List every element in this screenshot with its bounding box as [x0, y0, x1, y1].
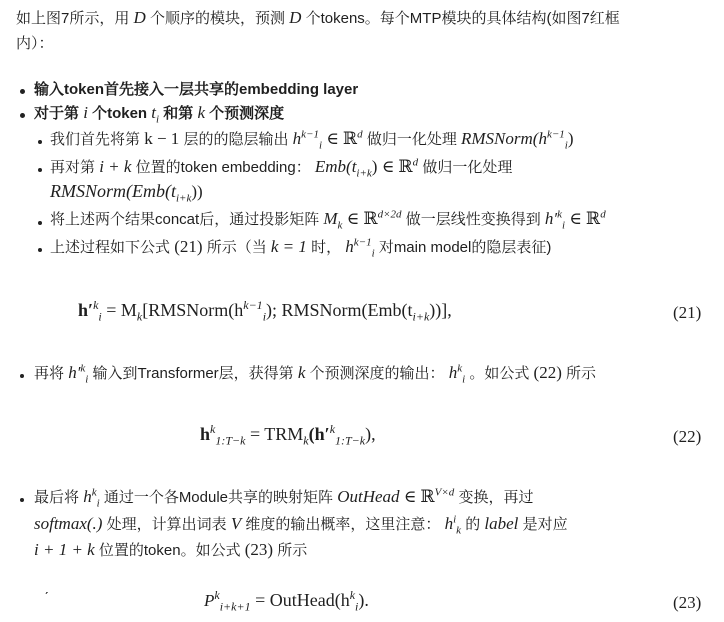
math-sub: i [564, 139, 568, 152]
math-sup: k−1 [243, 298, 263, 312]
sub-bullet-dot [38, 221, 42, 225]
intro-text: 如上图7所示，用 [16, 10, 130, 27]
math-sup: k [457, 362, 463, 375]
text: 做一层线性变换得到 [405, 211, 541, 228]
paragraph-outhead-line-2 [34, 513, 568, 537]
math: ) ∈ ℝ [371, 157, 413, 176]
math-h: h′ [78, 300, 94, 320]
math: ∈ ℝ [346, 209, 378, 228]
math: )) [191, 182, 203, 201]
math: ))], [429, 300, 452, 320]
text: 维度的输出概率，这里注意： [245, 516, 441, 533]
text: 所示（当 [206, 239, 267, 256]
text: 层的的隐层输出 [183, 131, 289, 148]
intro-text: 个tokens。每个MTP模块的具体结构(如图7红框 [305, 10, 620, 27]
text: 再对第 [50, 159, 96, 176]
text: 我们首先将第 [50, 131, 141, 148]
text: 对于第 [34, 105, 80, 122]
math-P: P [204, 591, 215, 610]
math-h: h [200, 424, 211, 444]
text: 通过一个各Module共享的映射矩阵 [103, 489, 334, 506]
math: ∈ ℝ [403, 487, 435, 506]
text: 再将 [34, 365, 65, 382]
math-sup: k [91, 486, 97, 499]
math: OutHead [337, 487, 400, 506]
text: 将上述两个结果concat后，通过投影矩阵 [50, 211, 320, 228]
text: 处理，计算出词表 [106, 516, 227, 533]
math: ∈ ℝ [326, 129, 358, 148]
text: 上述过程如下公式 [50, 239, 171, 256]
math: i + 1 + k [34, 540, 95, 559]
math-sub: i [156, 113, 160, 126]
equation-number-22: (22) [673, 427, 702, 446]
math-k: k [197, 103, 205, 122]
math: RMSNorm(h [461, 129, 547, 148]
math-sup: d [412, 156, 419, 169]
math-sup: k [93, 298, 99, 312]
math-M: M [323, 209, 338, 228]
text: 做归一化处理 [366, 131, 457, 148]
math-sup: k [210, 422, 216, 436]
math: ), [365, 424, 376, 444]
paragraph-outhead-line-3 [34, 539, 307, 560]
math: Emb(t [314, 157, 357, 176]
math-sub: i [561, 219, 566, 232]
math-V: V [230, 514, 242, 533]
text: 所示 [277, 542, 308, 559]
math-sub: i+k [175, 192, 192, 205]
text: 变换，再过 [458, 489, 534, 506]
math-sub: i [85, 373, 89, 386]
text: 。如公式 [469, 365, 530, 382]
math-h: h [345, 237, 354, 256]
text: 和第 [163, 105, 194, 122]
math-sup: i [453, 513, 457, 526]
math: ) [567, 129, 574, 148]
paragraph-transformer [34, 362, 597, 386]
math-h: h [444, 514, 454, 533]
math-sub: 1:T−k [335, 433, 366, 448]
sub-bullet-1 [50, 128, 574, 152]
math-sup: d [600, 208, 606, 221]
bullet-dot [20, 89, 25, 94]
math-k: k [297, 363, 306, 382]
math: k = 1 [270, 237, 307, 256]
math-sup: k [349, 588, 356, 602]
bullet-dot [20, 498, 24, 502]
eq-ref: (22) [533, 363, 562, 382]
text: 是对应 [522, 516, 568, 533]
text: 所示 [566, 365, 597, 382]
equation-21 [78, 298, 452, 324]
math: ∈ ℝ [569, 209, 601, 228]
math-sub: i [96, 497, 100, 510]
bullet-dot [20, 374, 24, 378]
math-sub: i+k [356, 167, 372, 180]
sub-bullet-4 [50, 236, 552, 260]
math-D: D [289, 8, 302, 27]
math: (h′ [308, 424, 330, 444]
math-sub: k [337, 219, 343, 232]
stray-mark: ˏ [44, 578, 49, 594]
math-sub: i+k+1 [219, 599, 251, 614]
math-sub: i+k [412, 309, 430, 324]
text: 位置的token。如公式 [98, 542, 241, 559]
math: RMSNorm(Emb(t [50, 181, 176, 201]
math-sub: k [303, 433, 309, 448]
intro-line-1 [16, 7, 620, 28]
math-sub: k [136, 309, 143, 324]
math-sub: i [98, 309, 102, 324]
math: label [484, 514, 519, 533]
math-sup: d [357, 128, 363, 141]
text: 最后将 [34, 489, 80, 506]
math-sup: k−1 [546, 128, 565, 141]
math-sub: i [262, 309, 267, 324]
math-sup: d×2d [377, 208, 402, 221]
math-sup: k−1 [353, 236, 372, 249]
math: = TRM [249, 424, 304, 444]
math-D: D [133, 8, 146, 27]
math-h: h [83, 487, 92, 506]
math-t: t [151, 103, 157, 122]
intro-text: 个顺序的模块，预测 [149, 10, 285, 27]
text: 的 [465, 516, 481, 533]
sub-bullet-dot [38, 248, 42, 252]
math-sub: k [456, 524, 462, 537]
math-h: h [448, 363, 458, 382]
math: = M [106, 300, 137, 320]
bullet-dot [20, 113, 25, 118]
math-sub: 1:T−k [215, 433, 246, 448]
equation-number-21: (21) [673, 303, 702, 322]
bullet-depth [34, 102, 285, 126]
math-h: h′ [68, 363, 81, 382]
math: k − 1 [144, 129, 180, 148]
math-sup: k−1 [301, 128, 319, 141]
equation-22 [200, 422, 376, 448]
math-sup: k [557, 208, 562, 221]
sub-bullet-3 [50, 208, 606, 232]
sub-bullet-dot [38, 140, 42, 144]
math-sub: i [355, 599, 359, 614]
math: [RMSNorm(h [142, 300, 244, 320]
math: softmax(.) [34, 514, 103, 533]
text: 个token [92, 105, 148, 122]
text: 时， [311, 239, 342, 256]
eq-ref: (21) [174, 237, 203, 256]
math-sup: k [80, 362, 86, 375]
math-h: h [292, 129, 302, 148]
math-h: h′ [544, 209, 558, 228]
text: 做归一化处理 [422, 159, 513, 176]
sub-bullet-2-formula [50, 181, 203, 205]
math: ); RMSNorm(Emb(t [266, 300, 413, 320]
text: 个预测深度 [209, 105, 285, 122]
math: i + k [99, 157, 132, 176]
math-sup: V×d [434, 486, 455, 499]
math: ). [358, 590, 369, 610]
text: 位置的token embedding： [135, 159, 311, 176]
sub-bullet-2 [50, 156, 513, 180]
text: 个预测深度的输出： [309, 365, 445, 382]
math-i: i [83, 103, 88, 122]
paragraph-outhead-line-1 [34, 486, 534, 510]
equation-23 [204, 588, 369, 614]
text: 输入到Transformer层，获得第 [92, 365, 294, 382]
intro-line-2: 内）： [16, 35, 54, 52]
math-sup: k [329, 422, 336, 436]
math-sup: k [214, 588, 220, 602]
equation-number-23: (23) [673, 593, 702, 612]
math-sub: i [371, 247, 375, 260]
math-sub: i [462, 373, 466, 386]
bullet-embedding: 输入token首先接入一层共享的embedding layer [34, 81, 359, 98]
math: = OutHead(h [255, 590, 350, 610]
math-sub: i [318, 139, 323, 152]
eq-ref: (23) [244, 540, 274, 559]
text: 对main model的隐层表征) [378, 239, 552, 256]
sub-bullet-dot [38, 168, 42, 172]
